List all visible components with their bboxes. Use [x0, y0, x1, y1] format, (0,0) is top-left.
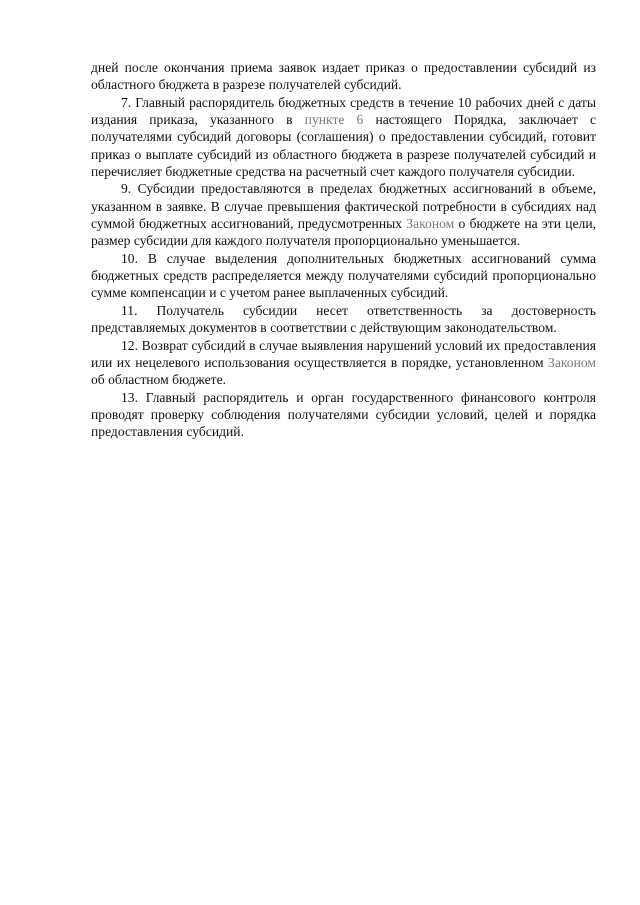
paragraph-10: 10. В случае выделения дополнительных бюджетных ассигнований сумма бюджетных средств распределяется между получателями субсидий пропорционально сумме компенсации и с учетом ранее выплаченных субсидий.	[91, 250, 596, 301]
link-zakon-budget[interactable]: Законом	[406, 216, 455, 232]
paragraph-12-text-after: об областном бюджете.	[91, 372, 227, 388]
paragraph-13: 13. Главный распорядитель и орган государственного финансового контроля проводят проверку соблюдения получателями субсидии условий, целей и порядка предоставления субсидий.	[91, 389, 596, 440]
paragraph-11: 11. Получатель субсидии несет ответственность за достоверность представляемых документов в соответствии с действующим законодательством.	[91, 302, 596, 336]
paragraph-9	[91, 180, 596, 249]
link-zakon-oblast-budget[interactable]: Законом	[548, 354, 596, 370]
paragraph-12-text-before: 12. Возврат субсидий в случае выявления нарушений условий их предоставления или их нецелевого использования осуществляется в порядке, установленном	[91, 337, 596, 370]
paragraph-9-text-before: 9. Субсидии предоставляются в пределах бюджетных ассигнований в объеме, указанном в заявке. В случае превышения фактической потребности в субсидиях над суммой бюджетных ассигнований, предусмотренных	[91, 181, 596, 232]
paragraph-7-text-after: настоящего Порядка, заключает с получателями субсидий договоры (соглашения) о предоставлении субсидий, готовит приказ о выплате субсидий из областного бюджета в разрезе получателей субсидий и перечисляет бюджетные средства на расчетный счет каждого получателя субсидии.	[91, 112, 596, 180]
paragraph-7-text-before: 7. Главный распорядитель бюджетных средств в течение 10 рабочих дней с даты издания приказа, указанного в	[91, 94, 596, 128]
paragraph-7	[91, 94, 596, 181]
document-page	[91, 59, 596, 441]
paragraph-12	[91, 337, 596, 389]
paragraph-intro: дней после окончания приема заявок издает приказ о предоставлении субсидий из областного бюджета в разрезе получателей субсидий.	[91, 60, 596, 93]
link-punkt-6[interactable]: пункте 6	[304, 112, 364, 128]
paragraph-9-text-after: о бюджете на эти цели, размер субсидии для каждого получателя пропорционально уменьшается.	[91, 216, 597, 249]
